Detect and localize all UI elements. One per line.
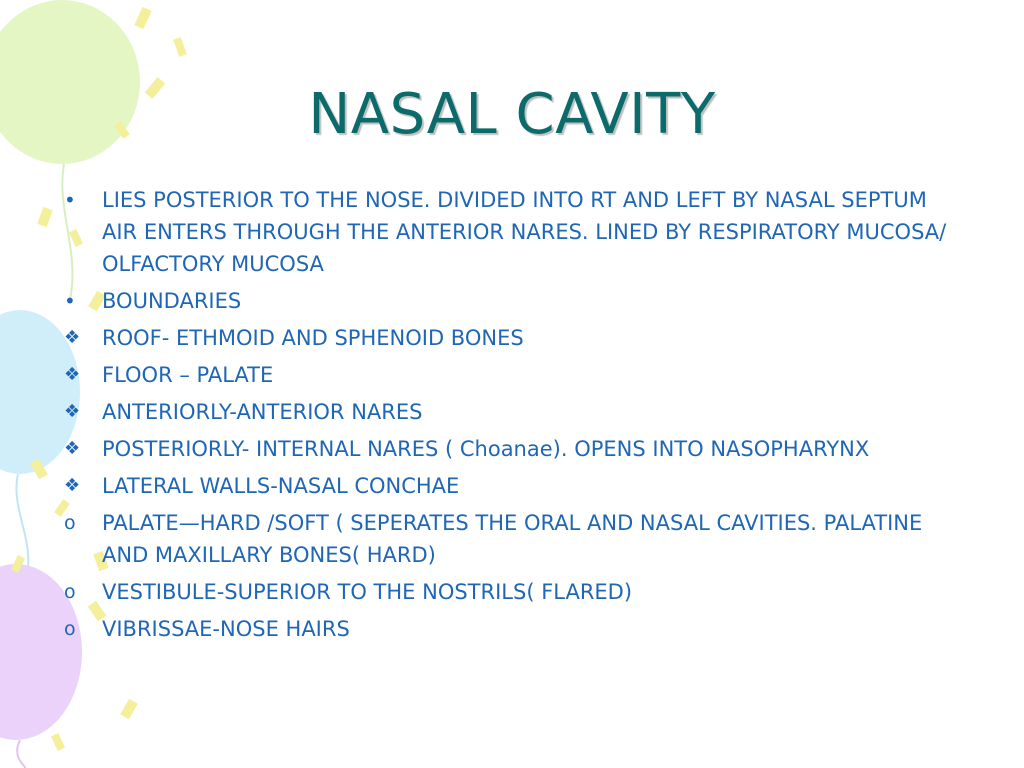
list-item-text: POSTERIORLY- INTERNAL NARES ( Choanae). OPENS INTO NASOPHARYNX bbox=[102, 437, 870, 461]
list-item bbox=[62, 613, 962, 645]
list-item-text: PALATE—HARD /SOFT ( SEPERATES THE ORAL AND NASAL CAVITIES. PALATINE AND MAXILLARY BONES( HARD) bbox=[102, 511, 923, 567]
list-item bbox=[62, 359, 962, 391]
list-item bbox=[62, 576, 962, 608]
slide-title: NASAL CAVITY bbox=[308, 82, 716, 147]
list-item-text: BOUNDARIES bbox=[102, 289, 242, 313]
circle-bullet-icon: o bbox=[64, 581, 76, 603]
diamond-bullet-icon: ❖ bbox=[64, 327, 81, 348]
list-item bbox=[62, 322, 962, 354]
bullet-list bbox=[62, 184, 962, 650]
list-item bbox=[62, 470, 962, 502]
diamond-bullet-icon: ❖ bbox=[64, 475, 81, 496]
list-item-text: LATERAL WALLS-NASAL CONCHAE bbox=[102, 474, 460, 498]
list-item-text: FLOOR – PALATE bbox=[102, 363, 274, 387]
list-item bbox=[62, 285, 962, 317]
bullet-icon: • bbox=[64, 188, 76, 212]
circle-bullet-icon: o bbox=[64, 618, 76, 640]
list-item-text: ROOF- ETHMOID AND SPHENOID BONES bbox=[102, 326, 524, 350]
list-item-text: ANTERIORLY-ANTERIOR NARES bbox=[102, 400, 423, 424]
diamond-bullet-icon: ❖ bbox=[64, 364, 81, 385]
list-item bbox=[62, 507, 962, 571]
list-item bbox=[62, 433, 962, 465]
list-item bbox=[62, 396, 962, 428]
list-item-text: VESTIBULE-SUPERIOR TO THE NOSTRILS( FLARED) bbox=[102, 580, 633, 604]
circle-bullet-icon: o bbox=[64, 512, 76, 534]
list-item-text: VIBRISSAE-NOSE HAIRS bbox=[102, 617, 350, 641]
diamond-bullet-icon: ❖ bbox=[64, 401, 81, 422]
list-item-text: LIES POSTERIOR TO THE NOSE. DIVIDED INTO RT AND LEFT BY NASAL SEPTUM AIR ENTERS THROUGH THE ANTERIOR NARES. LINED BY RESPIRATORY MUCOSA/ OLFACTORY MUCOSA bbox=[102, 188, 947, 276]
list-item bbox=[62, 184, 962, 280]
diamond-bullet-icon: ❖ bbox=[64, 438, 81, 459]
bullet-icon: • bbox=[64, 289, 76, 313]
